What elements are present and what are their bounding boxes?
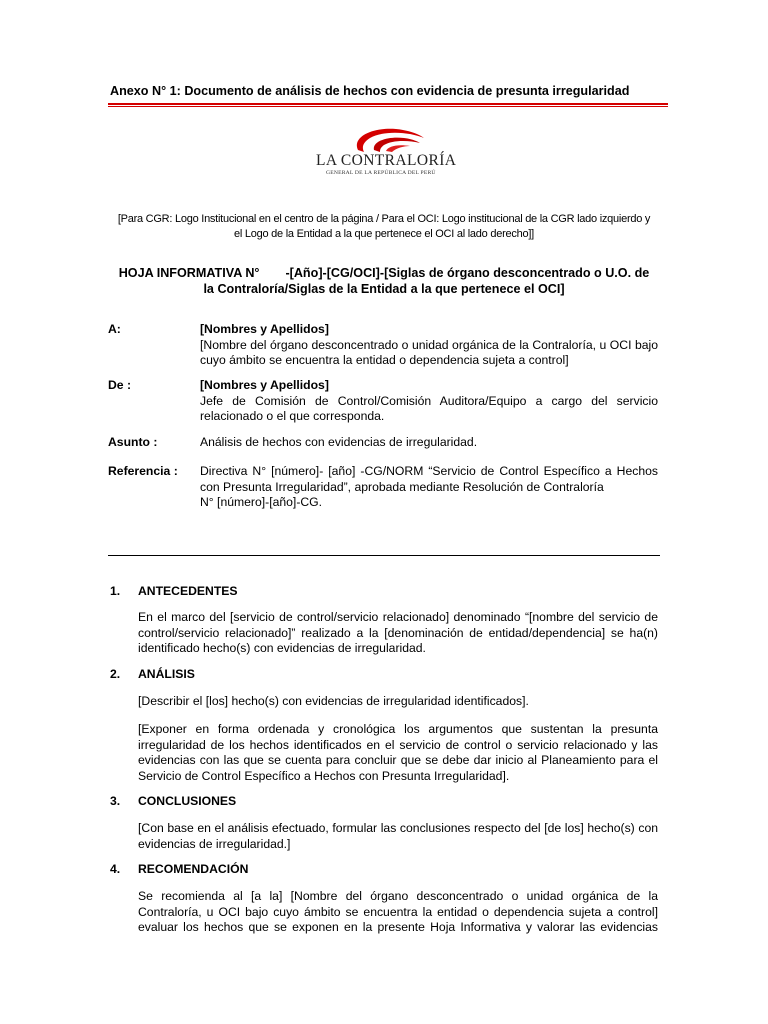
logo-placement-note <box>108 212 660 242</box>
field-asunto-text: Análisis de hechos con evidencias de irregularidad. <box>200 435 478 449</box>
hoja-informativa-heading <box>108 265 660 297</box>
hoja-line-1 <box>108 265 660 281</box>
section-3-title: CONCLUSIONES <box>138 794 237 808</box>
section-1-number: 1. <box>110 584 121 598</box>
field-a-label: A: <box>108 322 121 336</box>
field-referencia-text: Directiva N° [número]- [año] -CG/NORM “Servicio de Control Específico a Hechos con Presunta Irregularidad”, aprobada mediante Resolución de Contraloría <box>200 464 658 494</box>
field-a-value <box>200 322 658 369</box>
field-asunto-label: Asunto : <box>108 435 158 449</box>
field-a-name: [Nombres y Apellidos] <box>200 322 329 336</box>
field-a-text: [Nombre del órgano desconcentrado o unidad orgánica de la Contraloría, u OCI bajo cuyo ámbito se encuentra la entidad o dependencia sujeta a control] <box>200 337 658 367</box>
section-2-number: 2. <box>110 667 121 681</box>
section-4-paragraph: Se recomienda al [a la] [Nombre del órgano desconcentrado o unidad orgánica de la Contraloría, u OCI bajo cuyo ámbito se encuentra la entidad o dependencia sujeta a control] evaluar los hechos que se exponen en la presente Hoja Informativa y valorar las evidencias <box>138 889 658 934</box>
section-2-title: ANÁLISIS <box>138 667 195 681</box>
section-2-paragraph-2: [Exponer en forma ordenada y cronológica los argumentos que sustentan la presunta irregularidad de los hechos identificados en el servicio de control o servicio relacionado y las evidencias con las que se cuenta para concluir que se debe dar inicio al Planeamiento para el Servicio de Control Específico a Hechos con Presunta Irregularidad]. <box>138 722 658 783</box>
header-rule-thin <box>108 106 668 107</box>
field-referencia-value <box>200 464 658 511</box>
section-separator <box>108 555 660 556</box>
annex-title: Anexo N° 1: Documento de análisis de hechos con evidencia de presunta irregularidad <box>110 84 630 98</box>
contraloria-logo <box>300 124 470 184</box>
section-4-number: 4. <box>110 862 121 876</box>
hoja-prefix: HOJA INFORMATIVA N° <box>118 266 260 280</box>
note-line-2: el Logo de la Entidad a la que pertenece el OCI al lado derecho]] <box>234 228 534 240</box>
logo-subtitle: GENERAL DE LA REPÚBLICA DEL PERÚ <box>326 170 436 176</box>
section-1-title: ANTECEDENTES <box>138 584 238 598</box>
hoja-code: -[Año]-[CG/OCI]-[Siglas de órgano desconcentrado o U.O. de <box>285 266 650 280</box>
note-line-1: [Para CGR: Logo Institucional en el centro de la página / Para el OCI: Logo institucional de la CGR lado izquierdo y <box>117 213 651 225</box>
section-3-paragraph: [Con base en el análisis efectuado, formular las conclusiones respecto del [de los] hecho(s) con evidencias de irregularidad.] <box>138 821 658 851</box>
section-1-paragraph: En el marco del [servicio de control/servicio relacionado] denominado “[nombre del servicio de control/servicio relacionado]” realizado a la [denominación de entidad/dependencia] se ha(n) identificado hecho(s) con evidencias de irregularidad. <box>138 610 658 655</box>
hoja-line-2: la Contraloría/Siglas de la Entidad a la que pertenece el OCI] <box>203 282 565 296</box>
field-referencia-text-2: N° [número]-[año]-CG. <box>200 495 323 509</box>
section-2-paragraph-1: [Describir el [los] hecho(s) con evidencias de irregularidad identificados]. <box>138 694 529 708</box>
field-de-value <box>200 378 658 425</box>
field-referencia-label: Referencia : <box>108 464 178 478</box>
header-rule <box>108 103 668 105</box>
field-de-label: De : <box>108 378 132 392</box>
section-4-title: RECOMENDACIÓN <box>138 862 249 876</box>
field-de-name: [Nombres y Apellidos] <box>200 378 329 392</box>
field-de-text: Jefe de Comisión de Control/Comisión Auditora/Equipo a cargo del servicio relacionado o el que corresponda. <box>200 393 658 423</box>
section-3-number: 3. <box>110 794 121 808</box>
logo-title: LA CONTRALORÍA <box>316 152 457 169</box>
